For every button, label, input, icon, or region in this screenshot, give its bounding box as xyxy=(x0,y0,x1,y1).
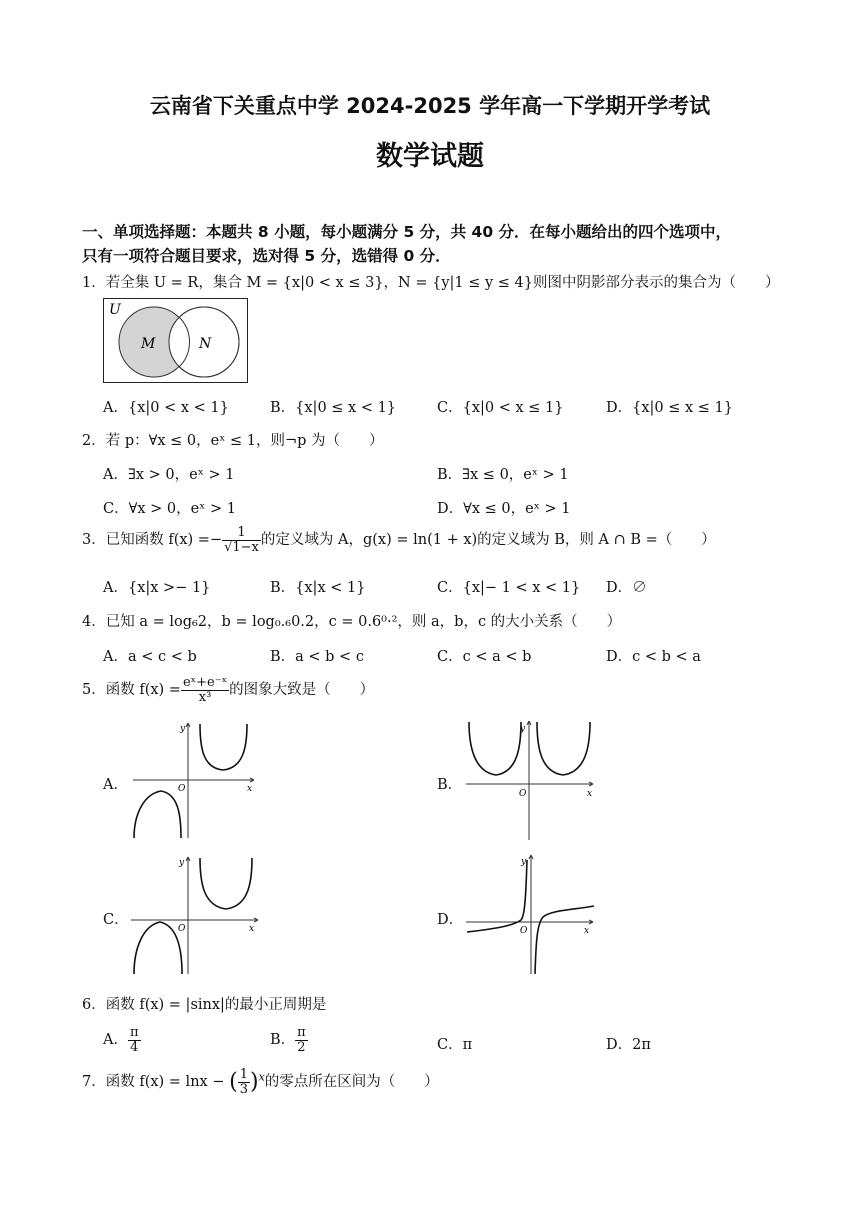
q4-option-a[interactable]: A．a < c < b xyxy=(103,649,197,665)
question-7-stem xyxy=(82,1068,439,1096)
graph-c-x-label: x xyxy=(249,924,255,934)
q4-option-c[interactable]: C．c < a < b xyxy=(437,649,532,665)
q3-stem-post: 的定义域为 A，g(x) = ln(1 + x)的定义域为 B，则 A ∩ B =（ ） xyxy=(260,532,716,549)
q6-option-b-den: 2 xyxy=(297,1039,306,1055)
q7-exponent: x xyxy=(258,1070,265,1084)
q6-option-a-fraction xyxy=(128,1026,141,1054)
venn-label-m: M xyxy=(141,336,156,352)
q7-fraction xyxy=(238,1068,250,1096)
q6-option-a[interactable] xyxy=(103,1026,141,1054)
question-6-stem: 6．函数 f(x) = |sinx|的最小正周期是 xyxy=(82,997,327,1013)
question-1-stem: 1．若全集 U = R，集合 M = {x|0 < x ≤ 3}，N = {y|1 ≤ y ≤ 4}则图中阴影部分表示的集合为（ ） xyxy=(82,275,780,291)
graph-a-y-label: y xyxy=(180,724,186,734)
graph-c-y-label: y xyxy=(179,858,185,868)
q2-option-b[interactable]: B．∃x ≤ 0，eˣ > 1 xyxy=(437,467,569,483)
q7-frac-den: 3 xyxy=(239,1081,248,1097)
q4-option-d[interactable]: D．c < b < a xyxy=(606,649,701,665)
graph-a-origin: O xyxy=(178,784,186,794)
q7-frac-num: 1 xyxy=(239,1067,248,1082)
graph-c-origin: O xyxy=(178,924,186,934)
graph-a-x-label: x xyxy=(247,784,253,794)
q7-stem-pre: 7．函数 f(x) = lnx − xyxy=(82,1074,225,1091)
q5-option-d[interactable]: D． xyxy=(437,912,464,928)
q5-frac-den: x³ xyxy=(198,689,212,705)
venn-label-n: N xyxy=(199,336,212,352)
q2-option-d[interactable]: D．∀x ≤ 0，eˣ > 1 xyxy=(437,501,571,517)
page-subtitle: 数学试题 xyxy=(376,141,484,172)
question-2-stem: 2．若 p：∀x ≤ 0，eˣ ≤ 1，则¬p 为（ ） xyxy=(82,433,384,449)
q5-stem-post: 的图象大致是（ ） xyxy=(229,682,375,699)
q2-option-c[interactable]: C．∀x > 0，eˣ > 1 xyxy=(103,501,236,517)
q3-option-a[interactable]: A．{x|x >− 1} xyxy=(103,580,211,596)
q2-option-a[interactable]: A．∃x > 0，eˣ > 1 xyxy=(103,467,235,483)
question-4-stem: 4．已知 a = log₆2，b = log₀.₆0.2，c = 0.6⁰·²，则 a，b，c 的大小关系（ ） xyxy=(82,614,622,630)
graph-d[interactable] xyxy=(463,852,599,976)
q3-frac-den: √1−x xyxy=(224,539,259,555)
q6-option-b-fraction xyxy=(295,1026,308,1054)
q5-fraction xyxy=(181,676,229,704)
venn-label-u: U xyxy=(109,302,121,318)
graph-d-y-label: y xyxy=(521,857,527,867)
q6-option-a-label: A． xyxy=(103,1032,128,1049)
q3-option-b[interactable]: B．{x|x < 1} xyxy=(270,580,366,596)
q3-option-d[interactable]: D．∅ xyxy=(606,580,647,596)
venn-diagram xyxy=(103,298,249,384)
q6-option-a-den: 4 xyxy=(130,1039,139,1055)
q4-option-b[interactable]: B．a < b < c xyxy=(270,649,364,665)
graph-b-y-label: y xyxy=(520,724,526,734)
q6-option-b-num: π xyxy=(297,1025,306,1040)
q5-option-b[interactable]: B． xyxy=(437,777,463,793)
q6-option-a-num: π xyxy=(129,1025,139,1040)
question-3-stem xyxy=(82,526,716,554)
section-heading-line2: 只有一项符合题目要求，选对得 5 分，选错得 0 分． xyxy=(82,247,451,265)
q3-option-c[interactable]: C．{x|− 1 < x < 1} xyxy=(437,580,581,596)
q6-option-d[interactable]: D．2π xyxy=(606,1037,651,1053)
q1-option-c[interactable]: C．{x|0 < x ≤ 1} xyxy=(437,400,564,416)
graph-b-x-label: x xyxy=(587,789,593,799)
q3-frac-num: 1 xyxy=(222,526,261,541)
question-5-stem xyxy=(82,676,374,704)
q1-option-b[interactable]: B．{x|0 ≤ x < 1} xyxy=(270,400,397,416)
q3-fraction xyxy=(222,526,261,554)
section-heading-line1: 一、单项选择题：本题共 8 小题，每小题满分 5 分，共 40 分．在每小题给出的四个选项中， xyxy=(82,223,732,241)
graph-b[interactable] xyxy=(463,718,599,842)
q6-option-b-label: B． xyxy=(270,1032,296,1049)
graph-b-origin: O xyxy=(519,789,527,799)
graph-d-x-label: x xyxy=(584,926,590,936)
page-title: 云南省下关重点中学 2024-2025 学年高一下学期开学考试 xyxy=(149,94,711,118)
q7-right-paren: ) xyxy=(249,1069,259,1095)
q5-option-a[interactable]: A． xyxy=(103,777,128,793)
q7-left-paren: ( xyxy=(229,1069,238,1095)
q1-option-d[interactable]: D．{x|0 ≤ x ≤ 1} xyxy=(606,400,734,416)
graph-a[interactable] xyxy=(128,718,260,840)
q5-option-c[interactable]: C． xyxy=(103,912,129,928)
q6-option-c[interactable]: C．π xyxy=(437,1037,473,1053)
graph-c[interactable] xyxy=(128,854,264,976)
q5-stem-pre: 5．函数 f(x) = xyxy=(82,682,181,699)
q7-stem-post: 的零点所在区间为（ ） xyxy=(264,1074,439,1091)
q1-option-a[interactable]: A．{x|0 < x < 1} xyxy=(103,400,229,416)
q3-stem-pre: 3．已知函数 f(x) =− xyxy=(82,532,223,549)
q5-frac-num: eˣ+e⁻ˣ xyxy=(182,675,228,690)
q6-option-b[interactable] xyxy=(270,1026,308,1054)
graph-d-origin: O xyxy=(520,926,528,936)
